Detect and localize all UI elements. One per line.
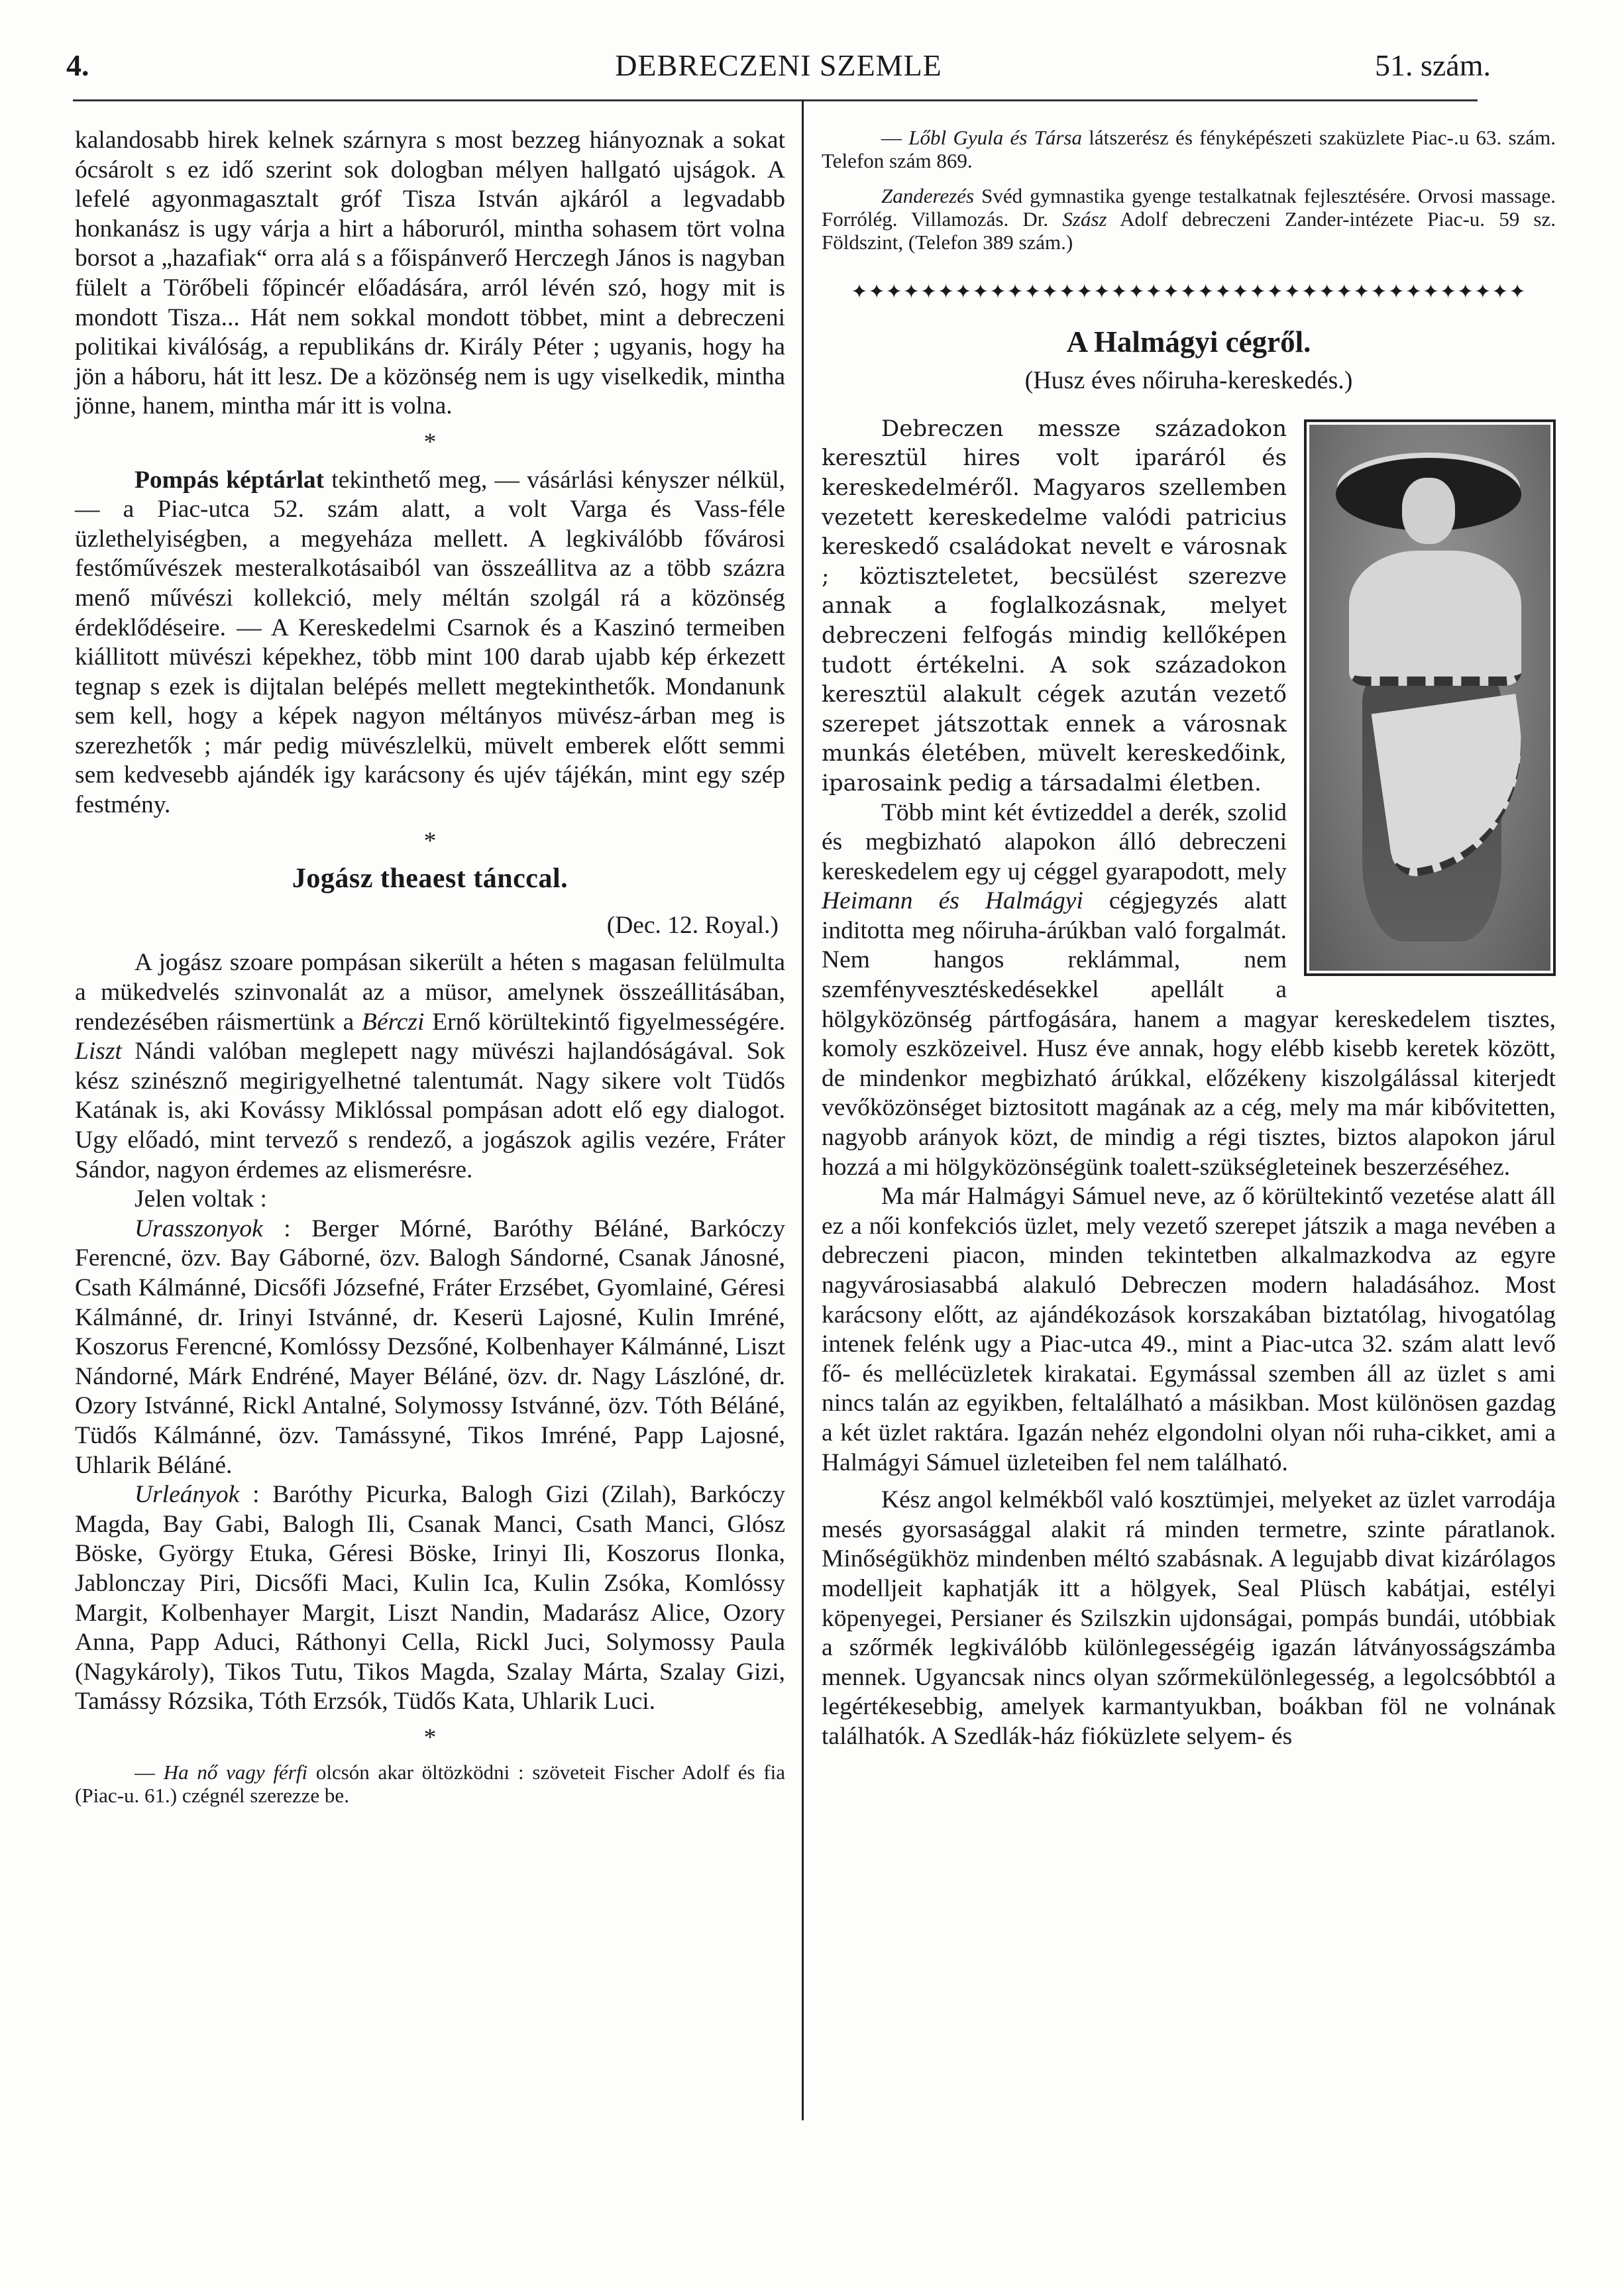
p2-text-b: cégjegyzés alatt inditotta meg nőiruha-árúkban való forgalmát. Nem hangos reklámmal, nem szemfényvesztéskedésekkel apellált a hölgyközönség pártfogására, hanem a magyar kereskedelem tisztes, komoly eszközeivel. Husz éve annak, hogy elébb kisebb keretek között, de mindenkor megbizható árúkkal, előzékeny kiszolgálással kiterjedt vevőközönséget biztositott magának az a cég, mely ma már kibővitetten, nagyobb arányok közt, de mindig a régi tisztes, biztos alapokon járul hozzá a mi hölgyközönségünk toalett-szükségleteinek beszerzéséhez.	[822, 887, 1556, 1181]
article-paragraph-1: Debreczen messze századokon keresztül hires volt iparáról és kereskedelméről. Magyaros szellemben vezetett kereskedelme valódi patricius kereskedő családokat nevelt e városnak ; köztiszteletet, becsülést szerezve annak a foglalkozásnak, melyet debreczeni felfogás mindig kellőképen tudott értékelni. A sok századokon keresztül alakult cégek azután vezető szerepet játszottak ennek a városnak munkás életében, müvelt kereskedőink, iparosaink pedig a társadalmi életben.	[822, 415, 1287, 796]
kepstarlat-paragraph	[75, 466, 785, 820]
urleanyok-list: : Baróthy Picurka, Balogh Gizi (Zilah), Barkóczy Magda, Bay Gabi, Balogh Ili, Csanak Manci, Csath Manci, Glósz Böske, György Etuka, Géresi Böske, Irinyi Ili, Koszorus Ilonka, Jablonczay Piri, Dicsőfi Maci, Kulin Ica, Kulin Zsóka, Komlóssy Margit, Kolbenhayer Margit, Liszt Nandin, Madarász Alice, Ozory Anna, Papp Aduci, Ráthonyi Cella, Rickl Juci, Solymossy Paula (Nagykároly), Tikos Tutu, Tikos Magda, Szalay Márta, Szalay Gizi, Tamássy Rózsika, Tóth Erzsók, Tüdős Kata, Uhlarik Luci.	[75, 1481, 785, 1716]
photo-face	[1402, 478, 1455, 544]
diamond-rule: ✦✦✦✦✦✦✦✦✦✦✦✦✦✦✦✦✦✦✦✦✦✦✦✦✦✦✦✦✦✦✦✦✦✦✦✦✦✦✦	[851, 281, 1527, 303]
lobl-text: látszerész és fényképészeti szaküzlete Piac-.u 63. szám. Telefon szám 869.	[822, 126, 1556, 172]
jogasz-dateline: (Dec. 12. Royal.)	[606, 911, 779, 939]
article-paragraph-3: Ma már Halmágyi Sámuel neve, az ő körültekintő vezetése alatt áll ez a női konfekciós üzlet, mely vezető szerepet játszik a maga nevében a debreczeni piacon, minden tekintetben alkalmazkodva az egyre nagyvárosiasabbá alakuló Debreczen modern haladásához. Most karácsony előtt, az ajándékozások korszakában biztatólag, hivogatólag intenek felénk ugy a Piac-utca 49., mint a Piac-utca 32. szám alatt levő fő- és mellécüzletek kirakatai. Egymással szemben áll az üzlet s ami nincs talán az egyikben, feltalálható a másikban. Most különösen gazdag a két üzlet raktára. Igazán nehéz elgondolni olyan női ruha-cikket, ami a Halmágyi Sámuel üzleteiben fel nem található.	[822, 1183, 1556, 1476]
p2-text-a: Több mint két évtizeddel a derék, szolid és megbizható alapokon álló debreczeni kereskedelem egy uj céggel gyarapodott, mely	[822, 798, 1287, 885]
jogasz-paragraph	[75, 948, 785, 1185]
urleanyok-label: Urleányok	[135, 1481, 240, 1509]
jelen-voltak: Jelen voltak :	[135, 1185, 267, 1213]
jogasz-text-a: A jogász szoare pompásan sikerült a héten s magasan felülmulta a mükedvelés szinvonalát az a müsor, amelynek összeállitásában, rendezésében ráismertünk a	[75, 949, 785, 1036]
jogasz-text-c: Nándi valóban meglepett nagy müvészi hajlandóságával. Sok kész szinésznő megirigyelhetné talentumát. Nagy sikere volt Tüdős Katának is, aki Kovássy Miklóssal pompásan adott elő egy dialogot. Ugy előadó, mint tervező s rendező, a jogászok agilis vezére, Fráter Sándor, nagyon érdemes az elismerésre.	[75, 1038, 785, 1183]
separator-star: *	[423, 1723, 437, 1751]
zander-label: Zanderezés	[881, 184, 975, 207]
lobl-name: Lőbl Gyula és Társa	[908, 126, 1082, 149]
publication-title: DEBRECZENI SZEMLE	[615, 48, 942, 82]
ad-text: olcsón akar öltözködni : szöveteit Fischer Adolf és fia (Piac-u. 61.) czégnél szerezze be.	[75, 1761, 785, 1808]
separator-star: *	[423, 428, 437, 456]
berczi-name: Bérczi	[362, 1008, 425, 1036]
ad-dash: —	[881, 126, 909, 149]
photo-cape	[1349, 551, 1521, 686]
woman-portrait-image	[1309, 425, 1550, 971]
lobl-ad	[822, 126, 1556, 172]
right-column	[822, 126, 1556, 1752]
article-paragraph-4: Kész angol kelmékből való kosztümjei, melyeket az üzlet varrodája mesés gyorsasággal alakit rá minden termetre, szinte páratlanok. Minőségükhöz mindenben méltó szabásnak. A legujabb divat kizárólagos modelljeit kaphatják itt a hölgyek, Seal Plüsch kabátjai, estélyi köpenyegei, Persianer és Szilszkin ujdonságai, pompás bundái, utóbbiak a szőrmék legkiválóbb különlegességéig igazán látványosságszámba mennek. Ugyancsak nincs olyan szőrmekülönlegesség, a legolcsóbbtól a legértékesebbig, amelyek karmantyukban, boákban föl ne volnának találhatók. A Szedlák-ház fióküzlete selyem- és	[822, 1486, 1556, 1750]
zander-text-b: Adolf debreczeni Zander-intézete Piac-u. 59 sz. Földszint, (Telefon 389 szám.)	[822, 207, 1556, 254]
issue-number: 51. szám.	[1374, 48, 1491, 82]
article-photo	[1304, 419, 1556, 976]
heimann-halmagyi: Heimann és Halmágyi	[822, 887, 1083, 915]
page-number: 4.	[66, 48, 89, 82]
column-divider	[802, 99, 804, 2120]
urleanyok-paragraph	[75, 1480, 785, 1717]
intro-paragraph: kalandosabb hirek kelnek szárnyra s most bezzeg hiányoznak a sokat ócsárolt s ez idő szerint sok dologban mélyen hallgató ujságok. A lefelé agyonmagasztalt gróf Tisza István ajkáról a legvadabb honkanász is ugy várja a hirt a háboruról, mintha sohasem tört volna borsot a „hazafiak“ orra alá s a főispánverő Herczegh János is nagyban fülelt a Törőbeli főpincér előadására, arról lévén szó, hogy mit is mondott Tisza... Hát nem sokkal mondott többet, mint a debreczeni politikai kiválóság, a republikáns dr. Király Péter ; ugyanis, hogy ha jön a háboru, hát itt lesz. De a közönség nem is ugy viselkedik, mintha jönne, hanem, mintha már itt is volna.	[75, 127, 785, 420]
header-rule	[73, 99, 1478, 101]
ad-dash: —	[135, 1761, 164, 1784]
urasszonyok-paragraph	[75, 1215, 785, 1480]
kepstarlat-text: tekinthető meg, — vásárlási kényszer nélkül, — a Piac-utca 52. szám alatt, a volt Varga és Vass-féle üzlethelyiségben, a megyeháza mellett. A legkiválóbb fővárosi festőművészek mesteralkotásaiból van összeállitva az a több százra menő művészi kollekció, mely méltán szolgál rá a közönség érdeklődéseire. — A Kereskedelmi Csarnok és a Kaszinó termeiben kiállitott müvészi képekhez, több mint 100 darab ujabb kép érkezett tegnap s ezek is dijtalan belépés mellett megtekinthetők. Mondanunk sem kell, hogy a képek nagyon méltányos müvész-árban meg is szerezhetők ; már pedig müvészlelkü, müvelt emberek előtt semmi sem kedvesebb ajándék igy karácsony és ujév tájékán, mint egy szép festmény.	[75, 466, 785, 819]
ad-italic: Ha nő vagy férfi	[163, 1761, 308, 1784]
separator-star: *	[423, 827, 437, 855]
fischer-ad	[75, 1761, 785, 1807]
jogasz-text-b: Ernő körültekintő figyelmességére.	[424, 1008, 785, 1036]
page-header	[66, 40, 1491, 99]
kepstarlat-lead: Pompás képtárlat	[135, 466, 325, 494]
urasszonyok-list: : Berger Mórné, Baróthy Béláné, Barkóczy Ferencné, özv. Bay Gáborné, özv. Balogh Sándorné, Csanak Jánosné, Csath Kálmánné, Dicsőfi Józsefné, Fráter Erzsébet, Gyomlainé, Géresi Kálmánné, dr. Irinyi Istvánné, dr. Keserü Lajosné, Kulin Imréné, Koszorus Ferencné, Komlóssy Dezsőné, Kolbenhayer Kálmánné, Liszt Nándorné, Márk Endréné, Mayer Béláné, özv. dr. Nagy Lászlóné, dr. Ozory Istvánné, Rickl Antalné, Solymossy Istvánné, özv. Tóth Béláné, Tüdős Kálmánné, özv. Tamássyné, Tikos Imréné, Papp Lajosné, Uhlarik Béláné.	[75, 1215, 785, 1479]
left-column	[75, 126, 785, 1807]
liszt-name: Liszt	[75, 1038, 122, 1065]
szasz-name: Szász	[1062, 207, 1107, 231]
zander-text-a: Svéd gymnastika gyenge testalkatnak fejlesztésére. Orvosi massage. Forrólég. Villamozás. Dr.	[822, 184, 1556, 231]
article-subtitle: (Husz éves nőiruha-kereskedés.)	[1024, 366, 1353, 395]
jogasz-heading: Jogász theaest tánccal.	[292, 863, 568, 895]
zander-ad	[822, 184, 1556, 254]
photo-fan	[1372, 694, 1539, 879]
article-title: A Halmágyi cégről.	[1066, 325, 1311, 358]
urasszonyok-label: Urasszonyok	[135, 1215, 263, 1242]
